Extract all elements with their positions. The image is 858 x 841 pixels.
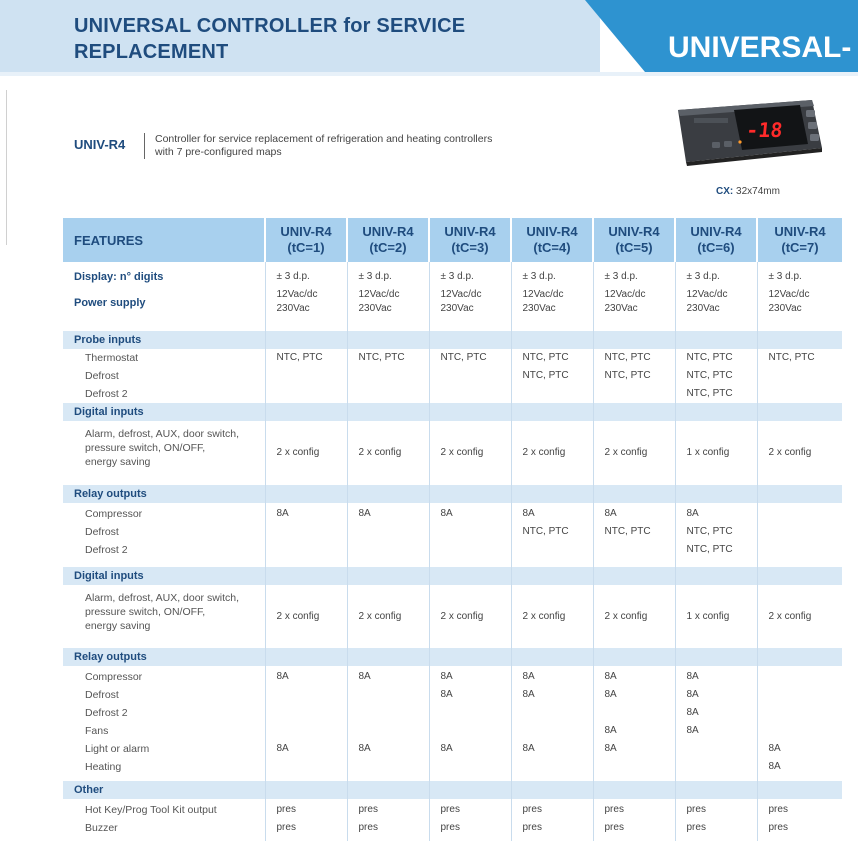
table-cell: 230Vac [522, 303, 556, 314]
row-label: Alarm, defrost, AUX, door switch, [85, 592, 240, 604]
title-line-2: REPLACEMENT [74, 41, 229, 63]
table-cell: 2 x config [358, 610, 402, 622]
table-cell [523, 385, 593, 403]
column-header: UNIV-R4 (tC=4) [511, 218, 593, 262]
table-cell: pres [768, 822, 788, 833]
table-cell: pres [686, 804, 706, 815]
table-cell: NTC, PTC [686, 544, 733, 555]
table-cell [769, 704, 843, 722]
table-cell [441, 722, 511, 740]
column-header: UNIV-R4 (tC=3) [429, 218, 511, 262]
table-cell [605, 385, 675, 403]
table-cell [441, 367, 511, 385]
table-cell: ± 3 d.p. [522, 271, 556, 282]
row-label: Defrost 2 [85, 707, 128, 719]
table-cell: 12Vac/dc [276, 289, 318, 300]
table-cell [359, 686, 429, 704]
table-row-probe [63, 349, 842, 403]
table-cell: 230Vac [768, 303, 802, 314]
table-cell: ± 3 d.p. [604, 271, 638, 282]
table-cell: 8A [522, 743, 535, 754]
row-label: Hot Key/Prog Tool Kit output [85, 804, 217, 816]
table-cell [359, 385, 429, 403]
table-cell: 8A [604, 508, 617, 519]
table-cell: ± 3 d.p. [686, 271, 720, 282]
table-cell [359, 722, 429, 740]
table-cell: 8A [522, 508, 535, 519]
features-heading: FEATURES [63, 218, 265, 262]
row-label: energy saving [85, 620, 151, 632]
section-title: Relay outputs [63, 648, 265, 666]
caption-label: CX: [716, 186, 734, 197]
table-cell: NTC, PTC [768, 352, 815, 363]
row-label-display: Display: n° digits [74, 271, 164, 283]
table-cell: 12Vac/dc [604, 289, 646, 300]
row-label: Heating [85, 761, 122, 773]
table-cell: 8A [522, 689, 535, 700]
table-cell: pres [440, 804, 460, 815]
table-cell: 8A [276, 508, 289, 519]
margin-rule [6, 90, 7, 245]
table-cell [605, 704, 675, 722]
model-divider [144, 133, 145, 159]
table-cell [605, 541, 675, 559]
table-cell [441, 758, 511, 776]
table-cell [359, 704, 429, 722]
table-cell: 230Vac [604, 303, 638, 314]
table-cell [687, 758, 757, 776]
table-cell: NTC, PTC [604, 352, 651, 363]
section-probe-inputs [63, 331, 842, 349]
table-cell: 230Vac [686, 303, 720, 314]
table-cell: 2 x config [276, 610, 320, 622]
column-header: UNIV-R4 (tC=5) [593, 218, 675, 262]
section-digital-inputs [63, 403, 842, 421]
table-row-relay [63, 503, 842, 567]
table-cell: 8A [358, 671, 371, 682]
model-name: UNIV-R4 [74, 137, 126, 152]
table-cell [769, 505, 843, 523]
table-cell: NTC, PTC [276, 352, 323, 363]
table-row-digital [63, 585, 842, 648]
table-cell [769, 523, 843, 541]
table-cell: 8A [440, 508, 453, 519]
table-cell [277, 758, 347, 776]
table-cell: pres [358, 804, 378, 815]
table-cell [277, 686, 347, 704]
row-label: pressure switch, ON/OFF, [85, 442, 206, 454]
table-cell: 8A [440, 689, 453, 700]
table-cell: 8A [686, 689, 699, 700]
table-cell [769, 668, 843, 686]
table-cell [769, 722, 843, 740]
table-cell: pres [440, 822, 460, 833]
section-title: Digital inputs [63, 403, 265, 421]
table-cell: 8A [358, 743, 371, 754]
column-header: UNIV-R4 (tC=1) [265, 218, 347, 262]
table-cell: NTC, PTC [686, 526, 733, 537]
table-cell [441, 704, 511, 722]
table-cell [359, 523, 429, 541]
button-set [810, 134, 819, 141]
row-label: Defrost 2 [85, 388, 128, 400]
section-relay-outputs [63, 648, 842, 666]
table-cell: 12Vac/dc [686, 289, 728, 300]
row-label: Defrost [85, 370, 119, 382]
table-cell: 8A [686, 707, 699, 718]
table-cell [441, 541, 511, 559]
column-header: UNIV-R4 (tC=2) [347, 218, 429, 262]
header-underline [0, 72, 858, 76]
table-cell [277, 367, 347, 385]
row-label: energy saving [85, 456, 151, 468]
table-cell: pres [358, 822, 378, 833]
table-cell [277, 385, 347, 403]
table-cell [277, 541, 347, 559]
brand-text: UNIVERSAL- [668, 31, 852, 64]
table-cell: pres [522, 804, 542, 815]
table-cell [359, 541, 429, 559]
table-cell: 2 x config [276, 447, 320, 458]
column-header: UNIV-R4 (tC=7) [757, 218, 842, 262]
table-cell: 8A [768, 743, 781, 754]
table-cell: 230Vac [440, 303, 474, 314]
table-cell: ± 3 d.p. [768, 271, 802, 282]
column-header: UNIV-R4 (tC=6) [675, 218, 757, 262]
table-row-other [63, 799, 842, 841]
table-cell: 1 x config [686, 610, 730, 622]
table-cell: NTC, PTC [604, 526, 651, 537]
table-cell: 8A [768, 761, 781, 772]
table-cell: NTC, PTC [440, 352, 487, 363]
table-cell: 8A [604, 671, 617, 682]
controller-image [672, 96, 824, 166]
table-cell: 2 x config [604, 610, 648, 622]
row-label: Thermostat [85, 352, 139, 364]
table-cell [605, 758, 675, 776]
table-cell: 2 x config [522, 447, 566, 458]
button-down [808, 122, 817, 129]
description-line-2: with 7 pre-configured maps [155, 146, 282, 158]
table-cell: pres [768, 804, 788, 815]
table-cell: NTC, PTC [604, 370, 651, 381]
row-label: pressure switch, ON/OFF, [85, 606, 206, 618]
row-label: Compressor [85, 671, 143, 683]
table-cell: 8A [522, 671, 535, 682]
section-title: Probe inputs [63, 331, 265, 349]
table-cell [277, 722, 347, 740]
table-cell: 8A [276, 743, 289, 754]
section-title: Relay outputs [63, 485, 265, 503]
display-readout: -18 [745, 118, 784, 142]
table-cell: 12Vac/dc [358, 289, 400, 300]
caption-value: 32x74mm [736, 186, 780, 197]
section-digital-inputs [63, 567, 842, 585]
table-cell: pres [276, 822, 296, 833]
table-cell: pres [604, 822, 624, 833]
table-cell: 12Vac/dc [440, 289, 482, 300]
page-title [74, 13, 594, 65]
table-cell: NTC, PTC [686, 388, 733, 399]
table-cell: 230Vac [358, 303, 392, 314]
table-cell: 1 x config [686, 447, 730, 458]
row-label: Light or alarm [85, 743, 150, 755]
table-cell: 8A [604, 725, 617, 736]
table-cell: 8A [604, 743, 617, 754]
table-cell: 2 x config [768, 447, 812, 458]
table-cell: 2 x config [604, 447, 648, 458]
table-cell [441, 385, 511, 403]
table-cell: 2 x config [768, 610, 812, 622]
table-cell: NTC, PTC [522, 370, 569, 381]
table-cell [769, 367, 843, 385]
section-title: Other [63, 781, 265, 799]
led-indicator [738, 140, 741, 143]
table-cell: 230Vac [276, 303, 310, 314]
table-row-digital [63, 421, 842, 485]
table-cell: 2 x config [440, 610, 484, 622]
table-cell: 8A [604, 689, 617, 700]
row-label-power: Power supply [74, 297, 146, 309]
table-cell [359, 758, 429, 776]
table-cell: 8A [276, 671, 289, 682]
table-cell: 8A [358, 508, 371, 519]
table-cell [769, 541, 843, 559]
table-cell [769, 385, 843, 403]
table-cell: NTC, PTC [686, 370, 733, 381]
table-row-display-power [63, 262, 842, 331]
table-cell: 8A [440, 671, 453, 682]
table-row-relay [63, 666, 842, 781]
row-label: Fans [85, 725, 109, 737]
table-cell [277, 523, 347, 541]
table-cell: NTC, PTC [522, 526, 569, 537]
table-cell: ± 3 d.p. [440, 271, 474, 282]
table-cell: ± 3 d.p. [276, 271, 310, 282]
row-label: Alarm, defrost, AUX, door switch, [85, 428, 240, 440]
table-cell [277, 704, 347, 722]
table-cell: pres [276, 804, 296, 815]
section-title: Digital inputs [63, 567, 265, 585]
button-left-2 [724, 141, 732, 147]
features-table [63, 218, 842, 841]
row-label: Defrost [85, 689, 119, 701]
table-cell: 12Vac/dc [768, 289, 810, 300]
description-line-1: Controller for service replacement of refrigeration and heating controllers [155, 133, 493, 145]
table-cell [441, 523, 511, 541]
table-cell: 8A [686, 671, 699, 682]
table-cell [359, 367, 429, 385]
table-cell: 2 x config [522, 610, 566, 622]
table-cell [523, 541, 593, 559]
table-cell [769, 686, 843, 704]
dimension-caption [716, 186, 780, 197]
table-cell: 2 x config [440, 447, 484, 458]
table-cell: 2 x config [358, 447, 402, 458]
table-cell: NTC, PTC [686, 352, 733, 363]
table-cell [523, 758, 593, 776]
title-line-1: UNIVERSAL CONTROLLER for SERVICE [74, 15, 466, 37]
table-cell: NTC, PTC [358, 352, 405, 363]
table-cell [523, 722, 593, 740]
table-cell: pres [522, 822, 542, 833]
table-cell: 8A [440, 743, 453, 754]
table-cell [523, 704, 593, 722]
button-up [806, 110, 815, 117]
table-cell: 8A [686, 508, 699, 519]
table-cell: pres [604, 804, 624, 815]
table-cell: NTC, PTC [522, 352, 569, 363]
table-header [63, 218, 842, 262]
model-description [155, 133, 535, 159]
row-label: Defrost 2 [85, 544, 128, 556]
table-cell: ± 3 d.p. [358, 271, 392, 282]
table-cell: pres [686, 822, 706, 833]
table-cell [687, 740, 757, 758]
section-relay-outputs [63, 485, 842, 503]
table-cell: 12Vac/dc [522, 289, 564, 300]
table-cell: 8A [686, 725, 699, 736]
row-label: Buzzer [85, 822, 118, 834]
button-left-1 [712, 142, 720, 148]
row-label: Defrost [85, 526, 119, 538]
label-strip [694, 118, 728, 123]
row-label: Compressor [85, 508, 143, 520]
section-other [63, 781, 842, 799]
